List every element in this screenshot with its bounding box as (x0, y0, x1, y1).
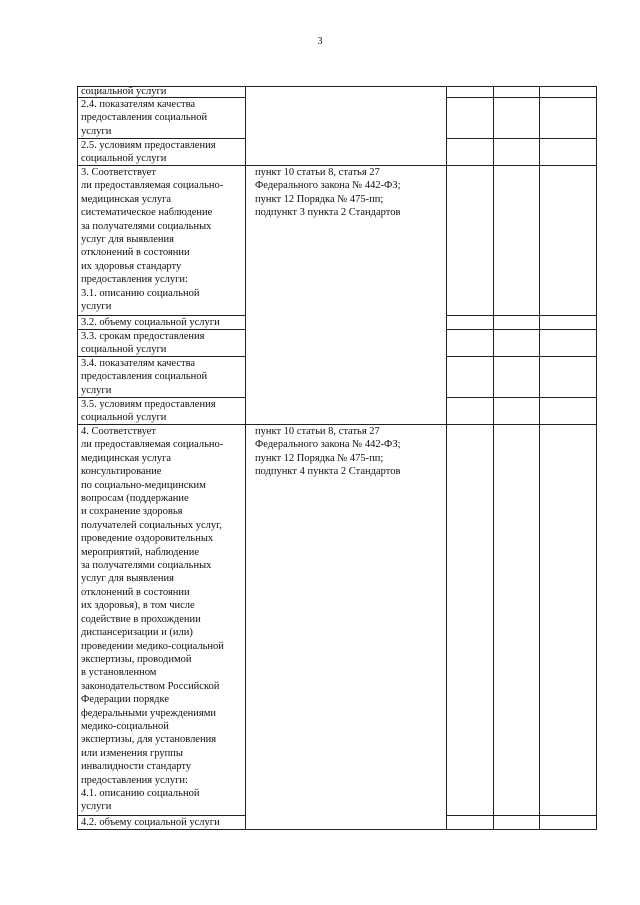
criterion-cell: 2.5. условиям предоставления социальной услуги (81, 140, 216, 165)
criterion-cell: 3.4. показателям качества предоставления социальной услуги (81, 358, 208, 396)
row-divider-answers (446, 424, 597, 425)
row-divider-answers (446, 165, 597, 166)
criterion-cell: 3. Соответствует ли предоставляемая социально- медицинская услуга систематическое наблюдение за получателями социальных услуг для выявления отклонений в состоянии их здоровья стандарту предоставления услуги: 3.1. описанию социальной услуги (81, 167, 224, 313)
row-divider-answers (446, 397, 597, 398)
criterion-cell: 4.2. объему социальной услуги (81, 817, 220, 828)
checklist-table (77, 86, 597, 830)
row-divider-answers (446, 815, 597, 816)
page-number: 3 (317, 36, 323, 47)
row-divider-answers (446, 138, 597, 139)
reference-cell: пункт 10 статьи 8, статья 27 Федерального закона № 442-ФЗ; пункт 12 Порядка № 475-пп; подпункт 3 пункта 2 Стандартов (255, 167, 401, 219)
table-border-left (77, 86, 78, 830)
column-divider-reference (446, 86, 447, 830)
column-divider-question (245, 86, 246, 830)
row-divider-answers (446, 329, 597, 330)
criterion-cell: социальной услуги (81, 86, 167, 97)
criterion-cell: 3.3. срокам предоставления социальной услуги (81, 331, 205, 356)
criterion-cell: 4. Соответствует ли предоставляемая социально- медицинская услуга консультирование по социально-медицинским вопросам (поддержание и сохранение здоровья получателей социальных услуг, проведение оздоровительных мероприятий, наблюдение за получателями социальных услуг для выявления отклонений в состоянии их здоровья), в том числе содействие в прохождении диспансеризации и (или) проведении медико-социальной экспертизы, проводимой в установленном законодательством Российской Федерации порядке федеральными учреждениями медико-социальной экспертизы, для установления или изменения группы инвалидности стандарту предоставления услуги: 4.1. описанию социальной услуги (81, 426, 224, 813)
row-divider-answers (446, 356, 597, 357)
criterion-cell: 2.4. показателям качества предоставления социальной услуги (81, 99, 208, 137)
table-border-right (596, 86, 597, 830)
column-divider-no (539, 86, 540, 830)
row-divider-answers (446, 97, 597, 98)
row-divider-answers (446, 315, 597, 316)
column-divider-yes (493, 86, 494, 830)
criterion-cell: 3.2. объему социальной услуги (81, 317, 220, 328)
criterion-cell: 3.5. условиям предоставления социальной услуги (81, 399, 216, 424)
reference-cell: пункт 10 статьи 8, статья 27 Федерального закона № 442-ФЗ; пункт 12 Порядка № 475-пп; подпункт 4 пункта 2 Стандартов (255, 426, 401, 478)
